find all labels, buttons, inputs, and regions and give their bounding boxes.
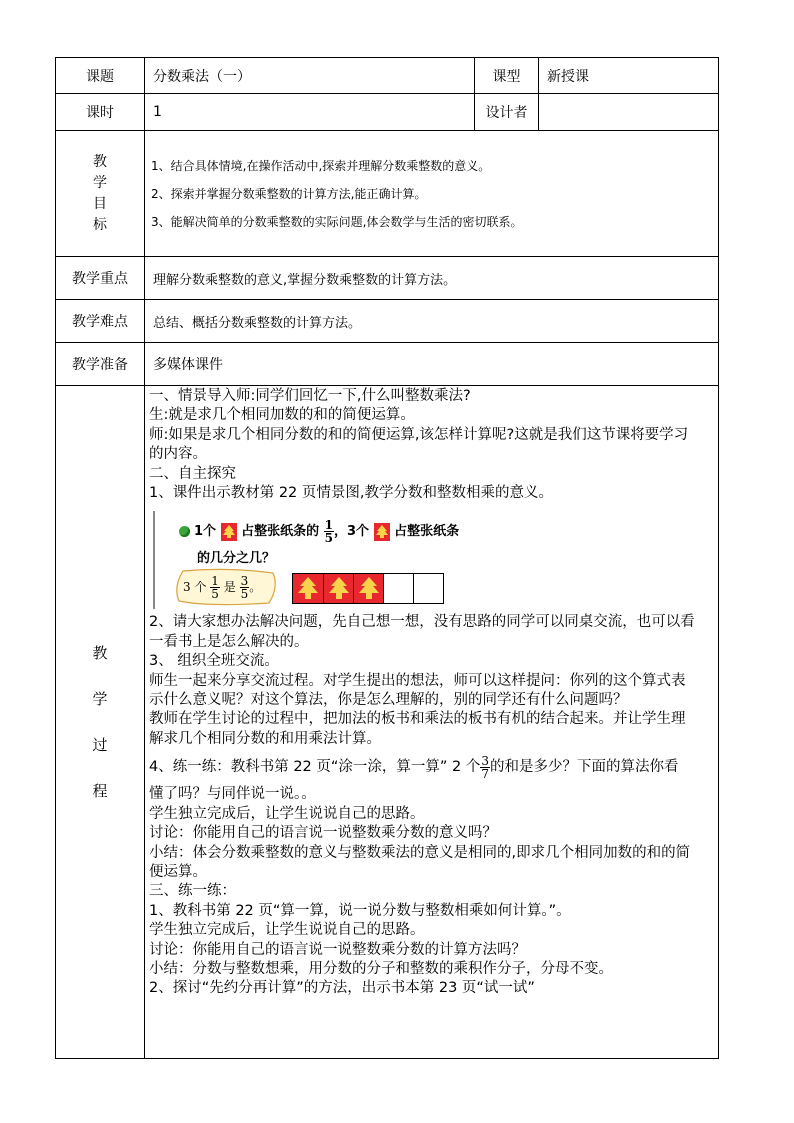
- figure-question: [179, 519, 459, 544]
- process-line: 讨论：你能用自己的语言说一说整数乘分数的计算方法吗？: [149, 941, 526, 958]
- bubble-fraction: [210, 575, 220, 600]
- row-objectives: [56, 131, 719, 257]
- process-line: 示什么意义呢？对这个算法，你是怎么理解的，别的同学还有什么问题吗？: [149, 692, 628, 709]
- fraction-numerator: 3: [240, 574, 249, 589]
- period-value: 1: [145, 94, 475, 131]
- process-label-char: 教: [92, 644, 108, 662]
- objectives-label: [56, 131, 145, 257]
- bubble-answer-fraction: [240, 575, 250, 600]
- objectives-label-char: 目: [93, 195, 107, 212]
- topic-value: 分数乘法（一）: [145, 58, 475, 94]
- question-line-2: 的几分之几？: [197, 551, 276, 567]
- paper-strip: [292, 573, 444, 604]
- difficulties-label: 教学难点: [56, 300, 145, 343]
- tree-icon: [221, 523, 237, 541]
- row-topic: [56, 58, 719, 94]
- strip-cell-empty: [383, 574, 413, 603]
- key-points-value: 理解分数乘整数的意义,掌握分数乘整数的计算方法。: [145, 257, 719, 300]
- preparation-value: 多媒体课件: [145, 343, 719, 386]
- question-text-4: 占整张纸条: [394, 524, 460, 540]
- difficulties-value: 总结、概括分数乘整数的计算方法。: [145, 300, 719, 343]
- practice-text-pre: 4、练一练：教科书第 22 页“涂一涂，算一算” 2 个: [149, 759, 481, 776]
- fraction-denominator: 5: [240, 587, 249, 602]
- row-difficulties: [56, 300, 719, 343]
- tree-icon: [293, 574, 323, 603]
- tree-icon: [354, 574, 384, 603]
- question-text-2: 占整张纸条的: [241, 524, 320, 540]
- bubble-text-end: 。: [249, 580, 262, 595]
- practice-line: [149, 749, 716, 785]
- fraction-three-sevenths: [480, 755, 490, 780]
- strip-cell-filled: [293, 574, 323, 603]
- row-key-points: [56, 257, 719, 300]
- objectives-label-char: 标: [93, 216, 107, 233]
- type-value: 新授课: [539, 58, 719, 94]
- process-line: 便运算。: [149, 863, 207, 880]
- process-line: 小结：体会分数乘整数的意义与整数乘法的意义是相同的,即求几个相同加数的和的简: [149, 844, 691, 861]
- question-text-3: ，3个: [334, 524, 370, 540]
- row-preparation: [56, 343, 719, 386]
- fraction-one-fifth: [324, 519, 334, 544]
- designer-value: [539, 94, 719, 131]
- bubble-text-1: 3 个: [183, 580, 207, 595]
- fraction-denominator: 7: [481, 766, 490, 781]
- fraction-denominator: 5: [211, 587, 219, 602]
- objectives-label-char: 学: [93, 174, 107, 191]
- practice-text-post: 的和是多少？下面的算法你看: [490, 759, 679, 776]
- process-line: 师生一起来分享交流过程。对学生提出的想法，师可以这样提问：你列的这个算式表: [149, 672, 686, 689]
- fraction-denominator: 5: [324, 531, 334, 546]
- process-line: 一看书上是怎么解决的。: [149, 633, 309, 650]
- strip-cell-filled: [323, 574, 353, 603]
- process-line: 懂了吗？与同伴说一说。。: [149, 786, 316, 803]
- objectives-list: [145, 131, 719, 257]
- process-line: 3、 组织全班交流。: [149, 653, 279, 670]
- bubble-text: [183, 575, 261, 600]
- type-label: 课型: [475, 58, 539, 94]
- topic-label: 课题: [56, 58, 145, 94]
- process-line: 一、情景导入师:同学们回忆一下,什么叫整数乘法?: [149, 388, 471, 404]
- fraction-numerator: 1: [324, 518, 334, 533]
- question-text-1: 1个: [194, 524, 217, 540]
- fraction-numerator: 1: [211, 574, 219, 589]
- process-line: 讨论：你能用自己的语言说一说整数乘分数的意义吗？: [149, 825, 497, 842]
- process-line: 解求几个相同分数的和用乘法计算。: [149, 730, 381, 747]
- designer-label: 设计者: [475, 94, 539, 131]
- process-label-char: 程: [92, 782, 108, 800]
- row-period: [56, 94, 719, 131]
- fraction-numerator: 3: [481, 753, 490, 768]
- tree-icon: [374, 523, 390, 541]
- objective-item: 3、能解决简单的分数乘整数的实际问题,体会数学与生活的密切联系。: [151, 214, 523, 229]
- process-line: 1、课件出示教材第 22 页情景图,教学分数和整数相乘的意义。: [149, 485, 554, 502]
- objective-item: 2、探索并掌握分数乘整数的计算方法,能正确计算。: [151, 186, 427, 201]
- process-line: 学生独立完成后，让学生说说自己的思路。: [149, 805, 425, 822]
- preparation-label: 教学准备: [56, 343, 145, 386]
- tree-icon: [324, 574, 354, 603]
- process-line: 1、教科书第 22 页“算一算，说一说分数与整数相乘如何计算。”。: [149, 902, 571, 919]
- process-label: [56, 386, 145, 1059]
- process-line: 学生独立完成后，让学生说说自己的思路。: [149, 922, 425, 939]
- process-content: [145, 386, 719, 1059]
- row-process: [56, 386, 719, 1059]
- process-line: 三、练一练：: [149, 883, 236, 900]
- period-label: 课时: [56, 94, 145, 131]
- lesson-plan-table: [55, 57, 719, 1059]
- process-line: 生:就是求几个相同加数的和的简便运算。: [149, 407, 415, 424]
- strip-cell-empty: [413, 574, 443, 603]
- process-line: 2、探讨“先约分再计算”的方法，出示书本第 23 页“试一试”: [149, 980, 535, 997]
- process-line: 二、自主探究: [149, 465, 236, 482]
- process-label-char: 学: [92, 690, 108, 708]
- bullet-icon: [179, 526, 190, 537]
- bubble-text-2: 是: [223, 580, 236, 595]
- objectives-label-char: 教: [93, 153, 107, 170]
- process-line: 小结：分数与整数想乘，用分数的分子和整数的乘积作分子，分母不变。: [149, 960, 613, 977]
- figure-side-bar: [153, 511, 155, 609]
- process-label-char: 过: [92, 736, 108, 754]
- textbook-figure: [149, 503, 716, 613]
- process-line: 的内容。: [149, 446, 207, 463]
- objective-item: 1、结合具体情境,在操作活动中,探索并理解分数乘整数的意义。: [151, 158, 491, 173]
- process-line: 2、请大家想办法解决问题，先自己想一想，没有思路的同学可以同桌交流，也可以看: [149, 614, 695, 631]
- process-line: 师:如果是求几个相同分数的和的简便运算,该怎样计算呢?这就是我们这节课将要学习: [149, 426, 689, 443]
- key-points-label: 教学重点: [56, 257, 145, 300]
- strip-cell-filled: [353, 574, 383, 603]
- process-line: 教师在学生讨论的过程中，把加法的板书和乘法的板书有机的结合起来。并让学生理: [149, 711, 686, 728]
